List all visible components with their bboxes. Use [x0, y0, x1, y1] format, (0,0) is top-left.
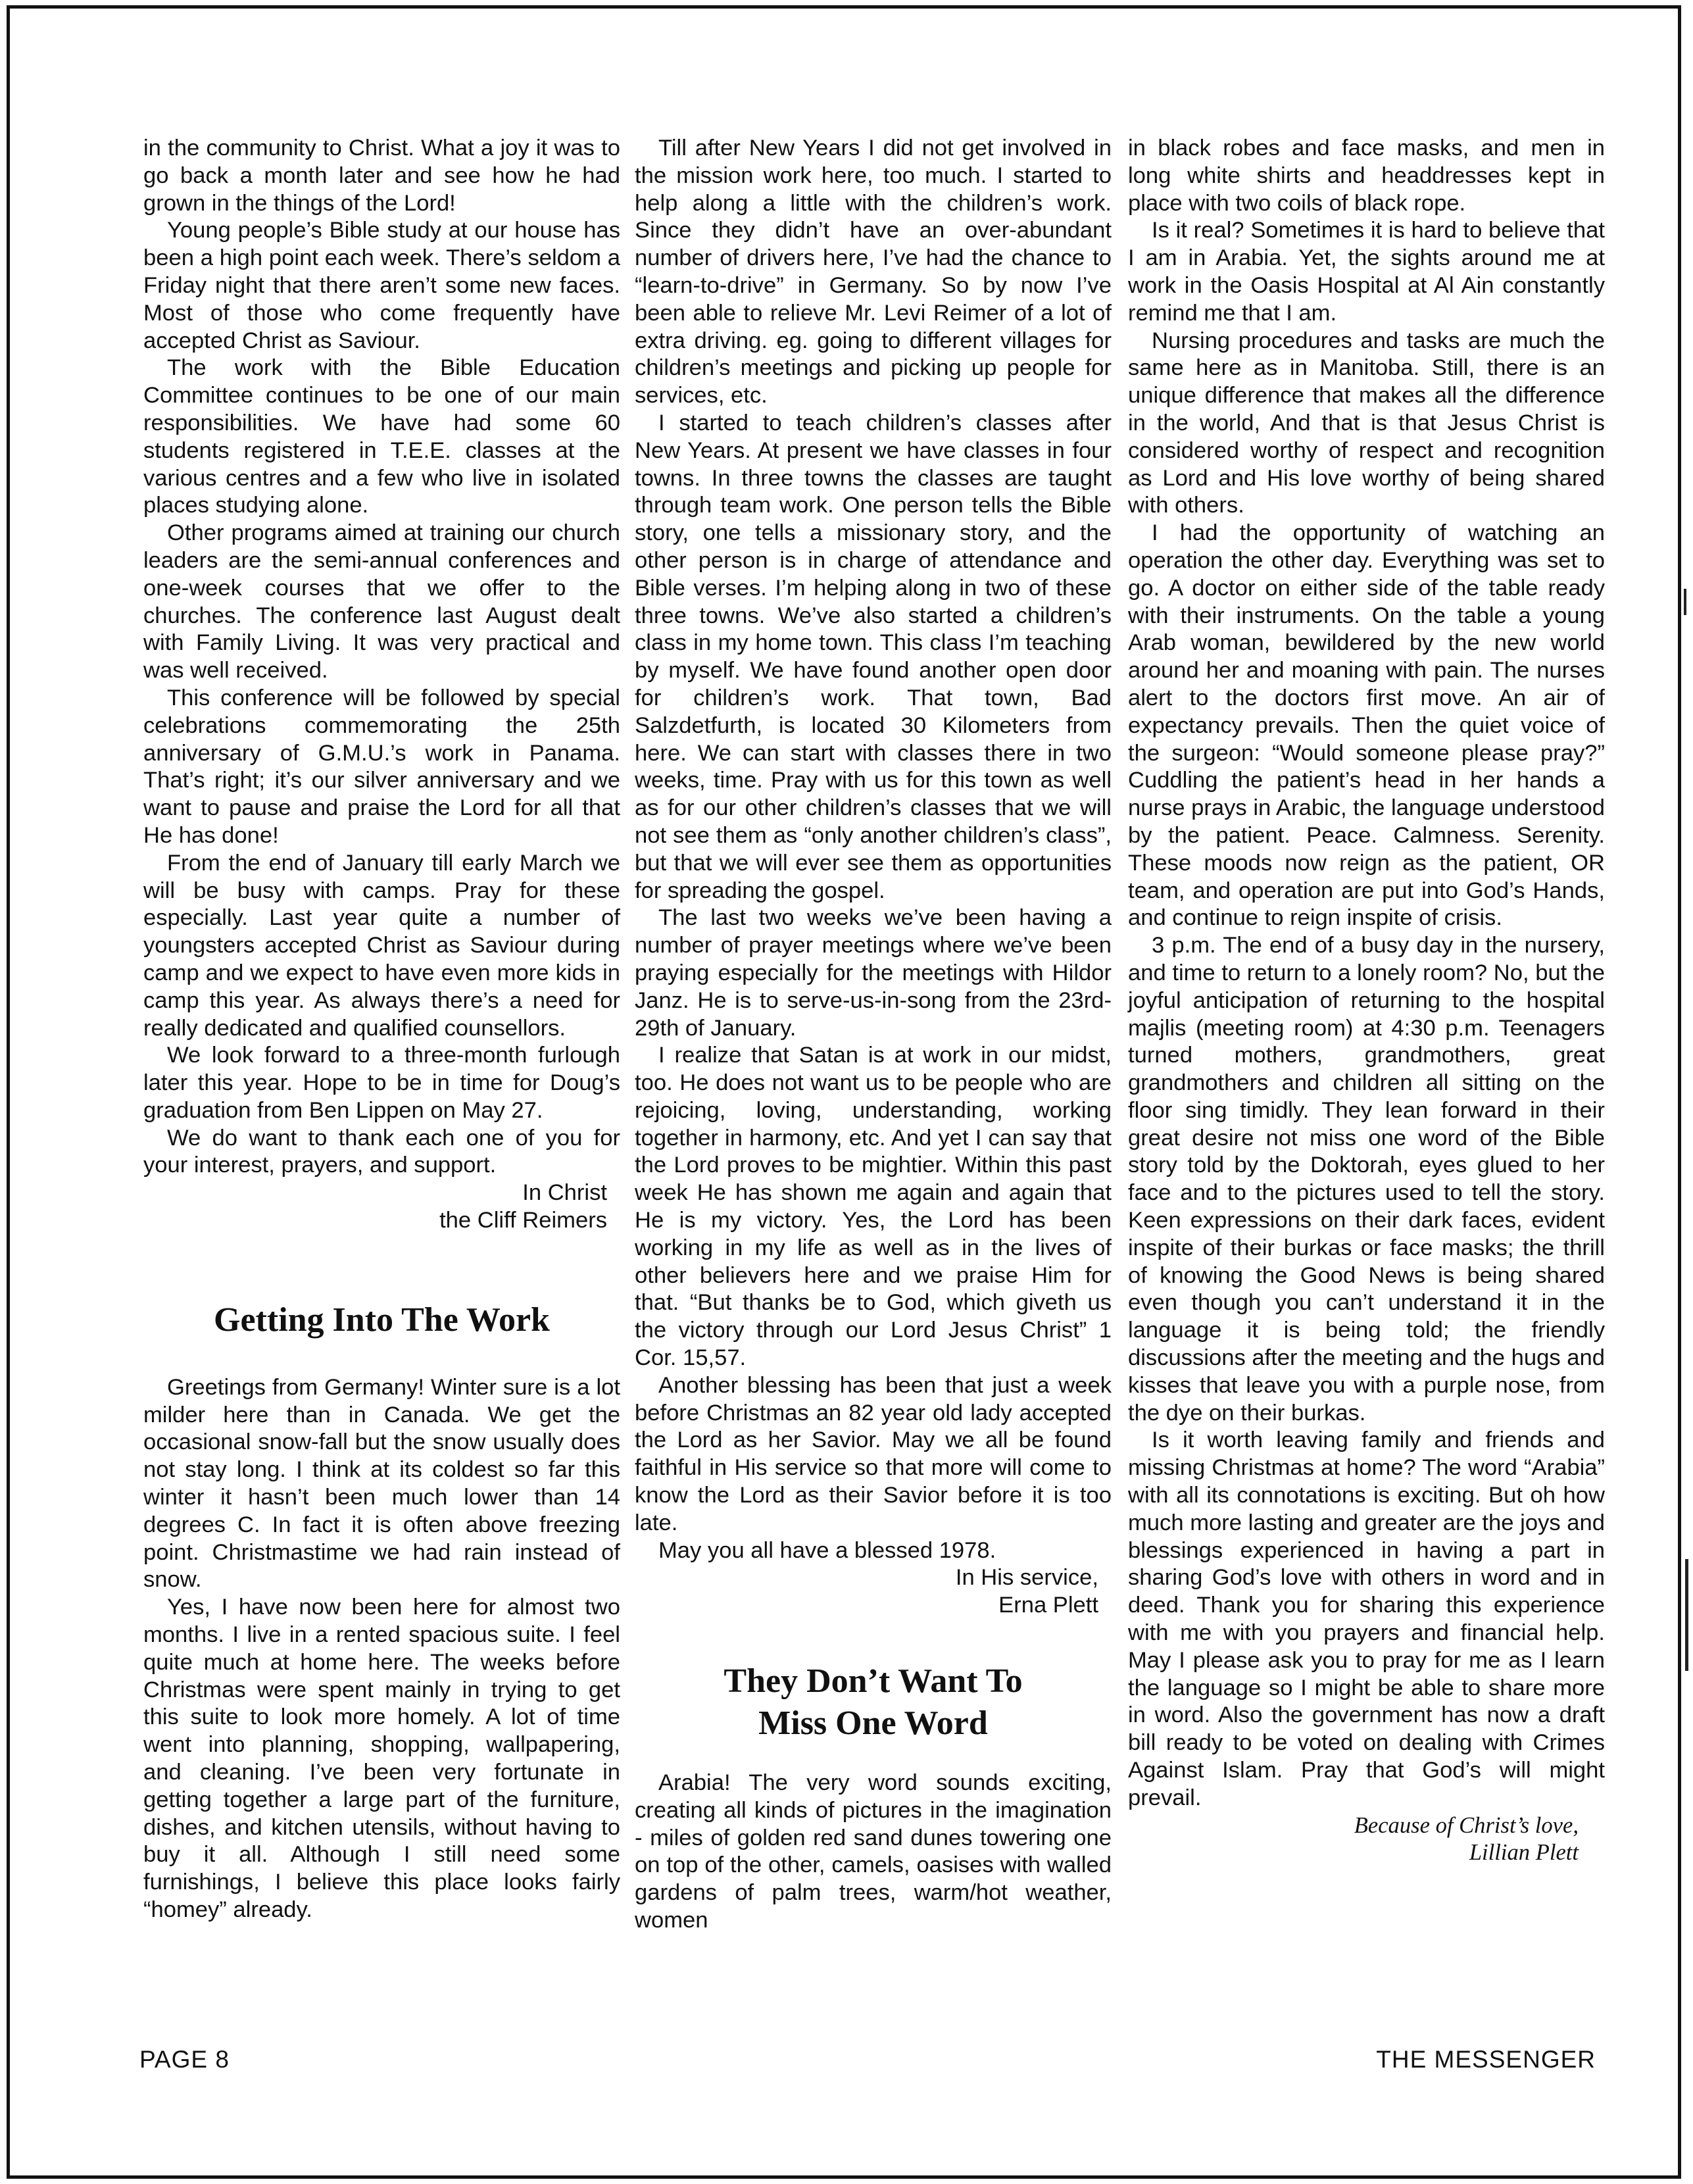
article-headline	[635, 1660, 1112, 1745]
paragraph: in the community to Christ. What a joy it was to go back a month later and see how he had grown in the things of the Lord!	[143, 136, 620, 216]
scan-edge-mark	[1685, 1559, 1688, 1671]
paragraph: Till after New Years I did not get involved in the mission work here, too much. I started to help along a little with the children’s work. Since they didn’t have an over-abundant number of drivers here, I’ve had the chance to “learn-to-drive” in Germany. So by now I’ve been able to relieve Mr. Levi Reimer of a lot of extra driving. eg. going to different villages for children’s meetings and picking up people for services, etc.	[635, 136, 1112, 409]
column-2	[635, 135, 1112, 1935]
paragraph: Is it real? Sometimes it is hard to believe that I am in Arabia. Yet, the sights around me at work in the Oasis Hospital at Al Ain constantly remind me that I am.	[1128, 218, 1605, 326]
paragraph: The last two weeks we’ve been having a number of prayer meetings where we’ve been praying especially for the meetings with Hildor Janz. He is to serve-us-in-song from the 23rd-29th of January.	[635, 905, 1112, 1041]
signature-name: Erna Plett	[998, 1593, 1098, 1618]
paragraph: Arabia! The very word sounds exciting, creating all kinds of pictures in the imagination - miles of golden red sand dunes towering one on top of the other, camels, oasises with walled gardens of palm trees, warm/hot weather, women	[635, 1770, 1112, 1933]
paragraph: I had the opportunity of watching an operation the other day. Everything was set to go. A doctor on either side of the table ready with their instruments. On the table a young Arab woman, bewildered by the new world around her and moaning with pain. The nurses alert to the doctors first move. An air of expectancy prevails. Then the quiet voice of the surgeon: “Would someone please pray?” Cuddling the patient’s head in her hands a nurse prays in Arabic, the language understood by the patient. Peace. Calmness. Serenity. These moods now reign as the patient, OR team, and operation are put into God’s Hands, and continue to reign inspite of crisis.	[1128, 520, 1605, 931]
paragraph: I started to teach children’s classes after New Years. At present we have classes in four towns. In three towns the classes are taught through team work. One person tells the Bible story, one tells a missionary story, and the other person is in charge of attendance and Bible verses. I’m helping along in two of these three towns. We’ve also started a children’s class in my home town. This class I’m teaching by myself. We have found another open door for children’s work. That town, Bad Salzdetfurth, is located 30 Kilometers from here. We can start with classes there in two weeks, time. Pray with us for this town as well as for our other children’s classes that we will not see them as “only another children’s class”, but that we will ever see them as opportunities for spreading the gospel.	[635, 410, 1112, 903]
signature-line: In Christ	[522, 1180, 607, 1206]
signature-line: In His service,	[955, 1565, 1098, 1591]
paragraph: From the end of January till early March we will be busy with camps. Pray for these especially. Last year quite a number of youngsters accepted Christ as Saviour during camp and we expect to have even more kids in camp this year. As always there’s a need for really dedicated and qualified counsellors.	[143, 850, 620, 1041]
paragraph: Yes, I have now been here for almost two months. I live in a rented spacious suite. I feel quite much at home here. The weeks before Christmas were spent mainly in trying to get this suite to look more homely. A lot of time went into planning, shopping, wallpapering, and cleaning. I’ve been very fortunate in getting together a large part of the furniture, dishes, and kitchen utensils, without having to buy it all. Although I still need some furnishings, I believe this place looks fairly “homey” already.	[143, 1595, 620, 1923]
paragraph: Other programs aimed at training our church leaders are the semi-annual conferences and one-week courses that we offer to the churches. The conference last August dealt with Family Living. It was very practical and was well received.	[143, 520, 620, 683]
paragraph: This conference will be followed by special celebrations commemorating the 25th anniversary of G.M.U.’s work in Panama. That’s right; it’s our silver anniversary and we want to pause and praise the Lord for all that He has done!	[143, 685, 620, 848]
scan-edge-mark	[1684, 589, 1686, 615]
signature-name: the Cliff Reimers	[439, 1208, 607, 1233]
paragraph: The work with the Bible Education Committee continues to be one of our main responsibilities. We have had some 60 students registered in T.E.E. classes at the various centres and a few who live in isolated places studying alone.	[143, 355, 620, 518]
signature-line: Because of Christ’s love,	[1354, 1812, 1579, 1838]
paragraph: Is it worth leaving family and friends and missing Christmas at home? The word “Arabia” with all its connotations is exciting. But oh how much more lasting and greater are the joys and blessings experienced in having a part in sharing God’s love with others in word and in deed. Thank you for sharing this experience with me with you prayers and financial help. May I please ask you to pray for me as I learn the language so I might be able to share more in word. Also the government has now a draft bill ready to be voted on dealing with Crimes Against Islam. Pray that God’s will might prevail.	[1128, 1427, 1605, 1810]
paragraph: Nursing procedures and tasks are much the same here as in Manitoba. Still, there is an unique difference that makes all the difference in the world, And that is that Jesus Christ is considered worthy of respect and recognition as Lord and His love worthy of being shared with others.	[1128, 328, 1605, 518]
paragraph: 3 p.m. The end of a busy day in the nursery, and time to return to a lonely room? No, but the joyful anticipation of returning to the hospital majlis (meeting room) at 4:30 p.m. Teenagers turned mothers, grandmothers, great grandmothers and children all sitting on the floor sing timidly. They lean forward in their great desire not miss one word of the Bible story told by the Doktorah, eyes glued to her face and to the pictures used to tell the story. Keen expressions on their dark faces, evident inspite of their burkas or face masks; the thrill of knowing the Good News is being shared even though you can’t understand it in the language it is being told; the friendly discussions after the meeting and the hugs and kisses that leave you with a purple nose, from the dye on their burkas.	[1128, 933, 1605, 1426]
column-1	[143, 135, 620, 1924]
signature-name: Lillian Plett	[1469, 1840, 1579, 1866]
paragraph: Another blessing has been that just a week before Christmas an 82 year old lady accepted the Lord as her Savior. May we all be found faithful in His service so that more will come to know the Lord as their Savior before it is too late.	[635, 1372, 1112, 1535]
paragraph: Young people’s Bible study at our house has been a high point each week. There’s seldom a Friday night that there aren’t some new faces. Most of those who come frequently have accepted Christ as Saviour.	[143, 218, 620, 353]
column-3	[1128, 135, 1605, 1867]
paragraph: in black robes and face masks, and men in long white shirts and headdresses kept in place with two coils of black rope.	[1128, 136, 1605, 216]
paragraph: We look forward to a three-month furlough later this year. Hope to be in time for Doug’s graduation from Ben Lippen on May 27.	[143, 1043, 620, 1123]
headline-line-2: Miss One Word	[758, 1704, 988, 1743]
paragraph: May you all have a blessed 1978.	[658, 1537, 996, 1563]
page-number: PAGE 8	[139, 2046, 230, 2073]
headline-line-1: They Don’t Want To	[724, 1662, 1023, 1700]
paragraph: We do want to thank each one of you for your interest, prayers, and support.	[143, 1125, 620, 1178]
paragraph: I realize that Satan is at work in our midst, too. He does not want us to be people who are rejoicing, loving, understanding, working together in harmony, etc. And yet I can say that the Lord proves to be mightier. Within this past week He has shown me again and again that He is my victory. Yes, the Lord has been working in my life as well as in the lives of other believers here and we praise Him for that. “But thanks be to God, which giveth us the victory through our Lord Jesus Christ” 1 Cor. 15,57.	[635, 1043, 1112, 1371]
paragraph: Greetings from Germany! Winter sure is a lot milder here than in Canada. We get the occasional snow-fall but the snow usually does not stay long. I think at its coldest so far this winter it hasn’t been much lower than 14 degrees C. In fact it is often above freezing point. Christmastime we had rain instead of snow.	[143, 1374, 620, 1593]
publication-name: THE MESSENGER	[1376, 2046, 1596, 2073]
article-headline: Getting Into The Work	[214, 1301, 550, 1339]
